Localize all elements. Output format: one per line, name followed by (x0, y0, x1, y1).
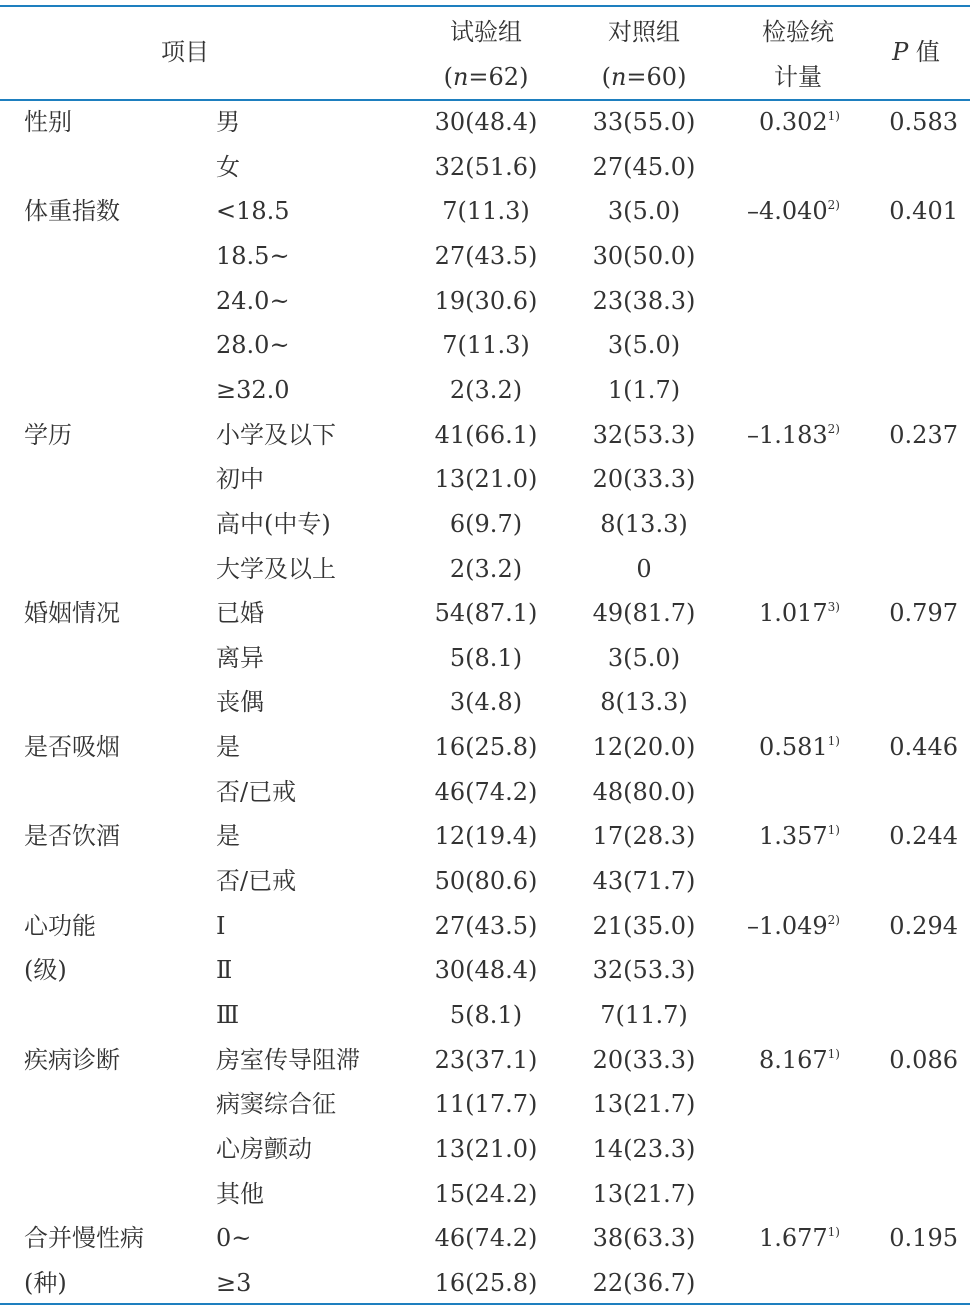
row-trial-value: 30(48.4) (434, 956, 538, 984)
row-statistic-footnote: 2) (827, 422, 840, 436)
row-subcategory: <18.5 (216, 197, 290, 225)
row-p-value: 0.294 (889, 912, 958, 940)
row-statistic: 1.677$^{1)}$ (758, 1224, 840, 1252)
row-control-value: 3(5.0) (607, 197, 681, 225)
row-subcategory: 否/已戒 (216, 867, 297, 895)
row-p-value: 0.195 (889, 1224, 958, 1252)
row-trial-value: 46(74.2) (434, 778, 538, 806)
row-subcategory: 否/已戒 (216, 778, 297, 806)
row-control-value: 3(5.0) (607, 644, 681, 672)
row-trial-value: 16(25.8) (434, 733, 538, 761)
row-trial-value: 19(30.6) (434, 287, 538, 315)
row-subcategory: 高中(中专) (216, 510, 331, 538)
row-trial-value: 6(9.7) (449, 510, 523, 538)
row-control-value: 20(33.3) (592, 1046, 696, 1074)
row-control-value: 13(21.7) (592, 1090, 696, 1118)
row-trial-value: 12(19.4) (434, 822, 538, 850)
row-control-value: 0 (636, 555, 652, 583)
row-control-value: 38(63.3) (592, 1224, 696, 1252)
row-trial-value: 5(8.1) (449, 644, 523, 672)
row-trial-value: 7(11.3) (442, 331, 530, 359)
row-statistic-footnote: 2) (827, 913, 840, 927)
row-control-value: 14(23.3) (592, 1135, 696, 1163)
row-subcategory: 其他 (216, 1180, 264, 1208)
row-trial-value: 54(87.1) (434, 599, 538, 627)
row-trial-value: 30(48.4) (434, 108, 538, 136)
row-statistic-footnote: 1) (827, 823, 840, 837)
row-category: (级) (24, 956, 67, 984)
row-subcategory: 18.5~ (216, 242, 290, 270)
row-subcategory: 病窦综合征 (216, 1090, 336, 1118)
row-statistic: –4.040$^{2)}$ (746, 197, 840, 225)
row-trial-value: 27(43.5) (434, 912, 538, 940)
row-trial-value: 2(3.2) (449, 555, 523, 583)
row-category: 是否吸烟 (24, 733, 120, 761)
row-subcategory: 心房颤动 (216, 1135, 312, 1163)
row-statistic: 1.357$^{1)}$ (758, 822, 840, 850)
header-trial-n: (n=62) (443, 63, 529, 91)
table-top-rule (0, 5, 970, 7)
row-subcategory: Ⅰ (216, 912, 226, 940)
row-p-value: 0.086 (889, 1046, 958, 1074)
row-control-value: 27(45.0) (592, 153, 696, 181)
row-control-value: 32(53.3) (592, 956, 696, 984)
row-subcategory: 房室传导阻滞 (216, 1046, 360, 1074)
row-statistic: 8.167$^{1)}$ (758, 1046, 840, 1074)
row-control-value: 13(21.7) (592, 1180, 696, 1208)
row-statistic: 1.017$^{3)}$ (758, 599, 840, 627)
row-trial-value: 13(21.0) (434, 1135, 538, 1163)
row-category: 学历 (24, 421, 72, 449)
row-control-value: 1(1.7) (607, 376, 681, 404)
row-statistic-footnote: 2) (827, 198, 840, 212)
row-trial-value: 3(4.8) (449, 688, 523, 716)
row-control-value: 17(28.3) (592, 822, 696, 850)
row-statistic: 0.302$^{1)}$ (758, 108, 840, 136)
row-subcategory: 丧偶 (216, 688, 264, 716)
row-subcategory: 24.0~ (216, 287, 290, 315)
row-control-value: 23(38.3) (592, 287, 696, 315)
row-control-value: 32(53.3) (592, 421, 696, 449)
header-trial-title: 试验组 (450, 18, 522, 46)
row-control-value: 8(13.3) (600, 510, 688, 538)
row-statistic-footnote: 1) (827, 1047, 840, 1061)
row-control-value: 49(81.7) (592, 599, 696, 627)
row-subcategory: Ⅱ (216, 956, 233, 984)
row-statistic: –1.049$^{2)}$ (746, 912, 840, 940)
header-bottom-rule (0, 99, 970, 101)
row-control-value: 30(50.0) (592, 242, 696, 270)
row-control-value: 7(11.7) (600, 1001, 688, 1029)
row-statistic: 0.581$^{1)}$ (758, 733, 840, 761)
row-statistic: –1.183$^{2)}$ (746, 421, 840, 449)
header-stat-line1: 检验统 (762, 18, 834, 46)
row-subcategory: 离异 (216, 644, 264, 672)
row-p-value: 0.583 (889, 108, 958, 136)
row-statistic-footnote: 1) (827, 109, 840, 123)
row-trial-value: 23(37.1) (434, 1046, 538, 1074)
row-subcategory: 是 (216, 733, 240, 761)
row-control-value: 3(5.0) (607, 331, 681, 359)
row-subcategory: Ⅲ (216, 1001, 240, 1029)
row-trial-value: 16(25.8) (434, 1269, 538, 1297)
header-item: 项目 (161, 38, 209, 66)
row-subcategory: 初中 (216, 465, 264, 493)
header-control-title: 对照组 (608, 18, 680, 46)
row-p-value: 0.446 (889, 733, 958, 761)
row-control-value: 48(80.0) (592, 778, 696, 806)
row-p-value: 0.797 (889, 599, 958, 627)
row-trial-value: 2(3.2) (449, 376, 523, 404)
row-p-value: 0.244 (889, 822, 958, 850)
row-subcategory: 小学及以下 (216, 421, 336, 449)
header-p-value: P 值 (892, 38, 940, 66)
row-subcategory: 已婚 (216, 599, 264, 627)
row-statistic-footnote: 1) (827, 734, 840, 748)
row-control-value: 12(20.0) (592, 733, 696, 761)
row-p-value: 0.401 (889, 197, 958, 225)
row-statistic-footnote: 1) (827, 1225, 840, 1239)
row-trial-value: 50(80.6) (434, 867, 538, 895)
row-subcategory: 女 (216, 153, 240, 181)
row-subcategory: 0~ (216, 1224, 252, 1252)
row-control-value: 8(13.3) (600, 688, 688, 716)
row-control-value: 21(35.0) (592, 912, 696, 940)
row-trial-value: 11(17.7) (434, 1090, 538, 1118)
row-category: 婚姻情况 (24, 599, 120, 627)
row-subcategory: ≥32.0 (216, 376, 290, 404)
row-subcategory: ≥3 (216, 1269, 252, 1297)
row-category: 体重指数 (24, 197, 120, 225)
row-p-value: 0.237 (889, 421, 958, 449)
row-category: 合并慢性病 (24, 1224, 144, 1252)
row-subcategory: 是 (216, 822, 240, 850)
header-control-n: (n=60) (601, 63, 687, 91)
row-subcategory: 28.0~ (216, 331, 290, 359)
row-trial-value: 41(66.1) (434, 421, 538, 449)
row-trial-value: 32(51.6) (434, 153, 538, 181)
row-trial-value: 7(11.3) (442, 197, 530, 225)
row-trial-value: 15(24.2) (434, 1180, 538, 1208)
row-category: 心功能 (24, 912, 96, 940)
row-subcategory: 大学及以上 (216, 555, 336, 583)
table-bottom-rule (0, 1303, 970, 1305)
row-subcategory: 男 (216, 108, 240, 136)
row-trial-value: 27(43.5) (434, 242, 538, 270)
row-control-value: 20(33.3) (592, 465, 696, 493)
row-statistic-footnote: 3) (827, 600, 840, 614)
row-control-value: 33(55.0) (592, 108, 696, 136)
row-category: 性别 (24, 108, 72, 136)
row-trial-value: 5(8.1) (449, 1001, 523, 1029)
row-trial-value: 46(74.2) (434, 1224, 538, 1252)
row-category: 疾病诊断 (24, 1046, 120, 1074)
header-stat-line2: 计量 (774, 63, 822, 91)
row-category: 是否饮酒 (24, 822, 120, 850)
row-trial-value: 13(21.0) (434, 465, 538, 493)
row-control-value: 43(71.7) (592, 867, 696, 895)
row-control-value: 22(36.7) (592, 1269, 696, 1297)
row-category: (种) (24, 1269, 67, 1297)
